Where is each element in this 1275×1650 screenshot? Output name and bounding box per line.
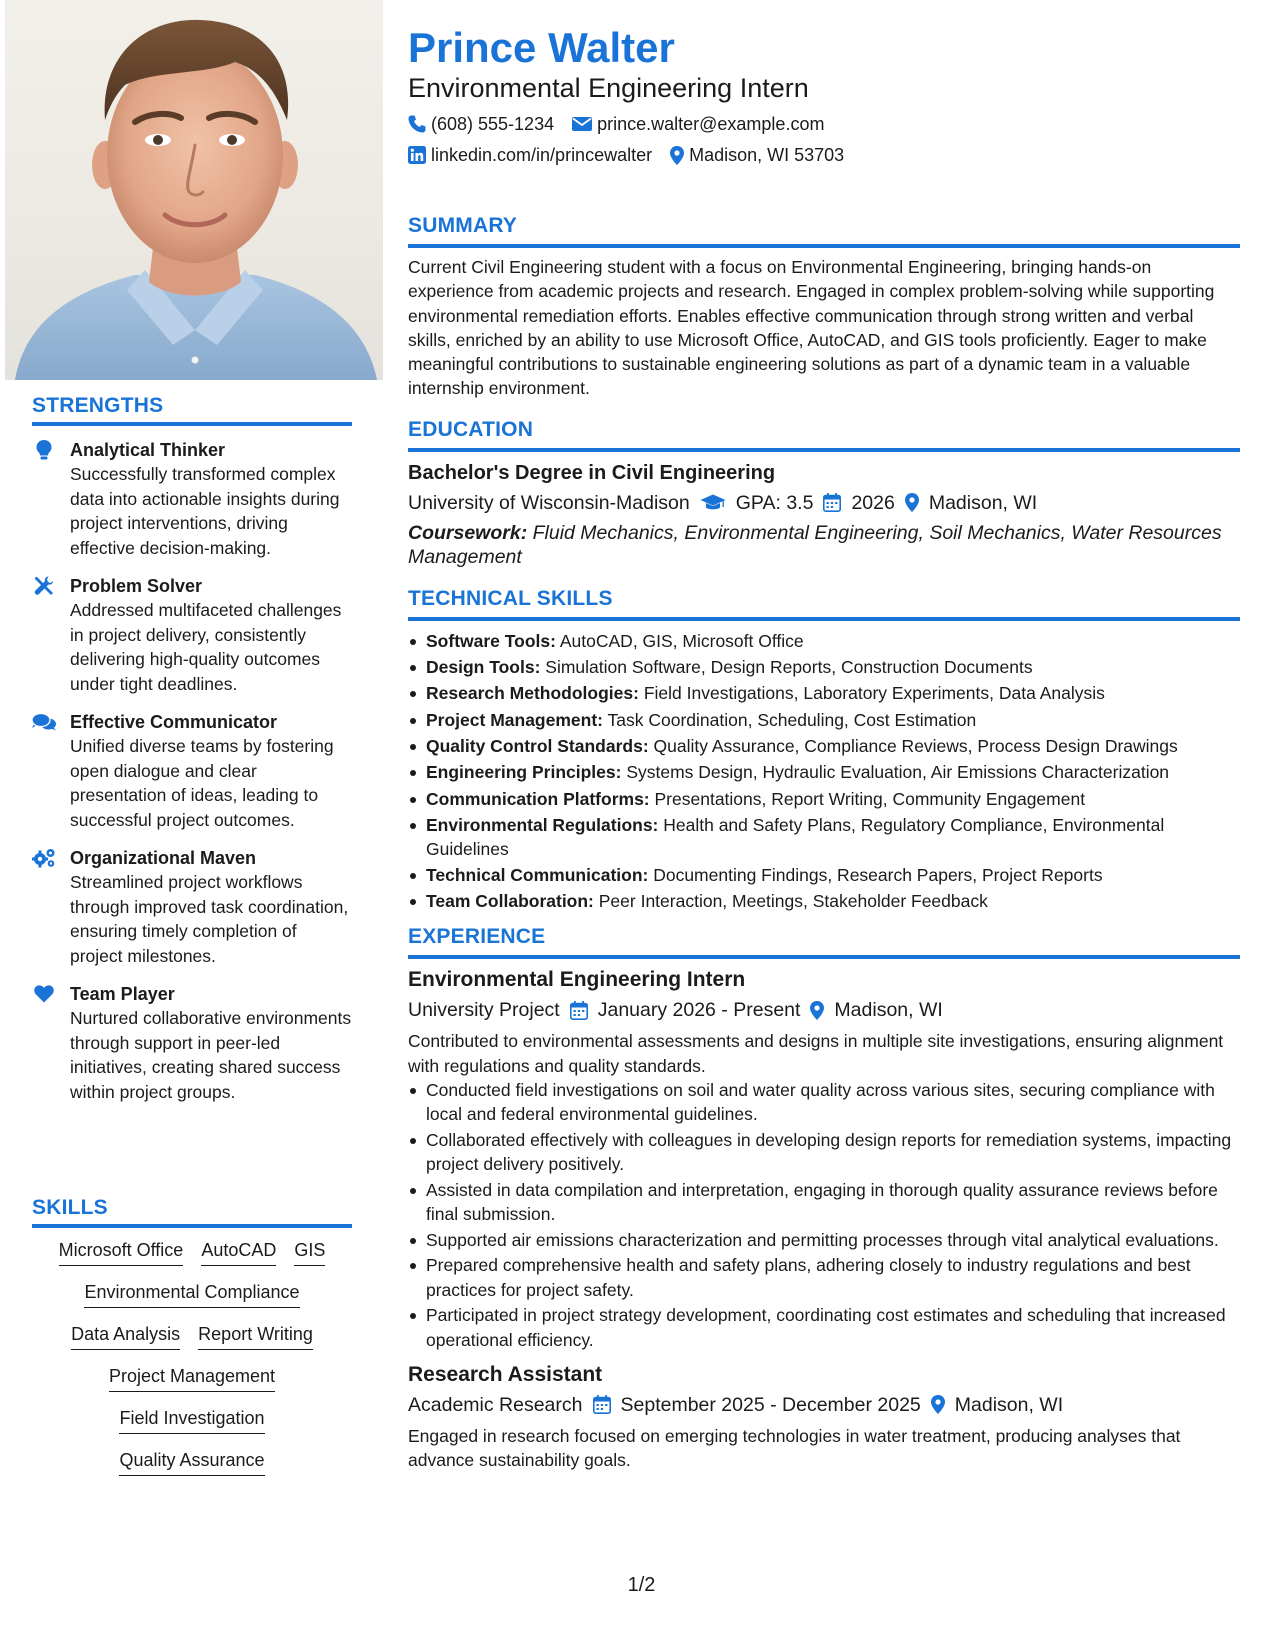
school-location: Madison, WI (928, 491, 1038, 514)
gears-icon (32, 847, 56, 869)
education-rule (408, 448, 1240, 452)
strength-item (32, 846, 352, 968)
skill-values: Systems Design, Hydraulic Evaluation, Air Emissions Characterization (621, 762, 1170, 783)
calendar-icon (593, 1395, 611, 1414)
page-number (0, 1574, 1275, 1597)
strength-item (32, 438, 352, 560)
skill-values: Quality Assurance, Compliance Reviews, Process Design Drawings (648, 735, 1178, 756)
skill-row (32, 1322, 352, 1350)
map-marker-icon (905, 493, 919, 512)
strength-title: Problem Solver (70, 576, 203, 596)
skill-category: Software Tools: (426, 630, 556, 651)
skills-tags (32, 1238, 352, 1476)
list-item: Supported air emissions characterization and permitting processes through vital analytical evaluations. (408, 1228, 1240, 1252)
skill-category: Communication Platforms: (426, 788, 650, 809)
strength-item (32, 982, 352, 1104)
school-name: University of Wisconsin-Madison (408, 491, 690, 514)
location-text: Madison, WI 53703 (689, 145, 845, 165)
page-number-text: 1/2 (627, 1574, 656, 1596)
skill-tag: Microsoft Office (59, 1238, 184, 1266)
contact-row (408, 143, 1240, 167)
phone-contact[interactable] (408, 112, 554, 136)
skill-values: Documenting Findings, Research Papers, Project Reports (648, 865, 1103, 886)
skill-values: Presentations, Report Writing, Community Engagement (649, 788, 1086, 809)
summary-text: Current Civil Engineering student with a focus on Environmental Engineering, bringing hands-on experience from academic projects and research. Engaged in complex problem-solving while supporting environmental remediation efforts. Enables effective communication through strong written and verbal skills, enriched by an ability to use Microsoft Office, AutoCAD, and GIS tools proficiently. Eager to make meaningful contributions to sustainable engineering solutions as part of a dynamic team in a valuable internship environment. (408, 257, 1215, 399)
experience-heading: EXPERIENCE (408, 925, 546, 949)
job-org: Academic Research (408, 1393, 583, 1416)
skills-section (32, 1196, 352, 1476)
skill-tag: Field Investigation (119, 1406, 264, 1434)
envelope-icon (572, 116, 592, 132)
skill-tag: Data Analysis (71, 1322, 180, 1350)
list-item (408, 863, 1240, 887)
strengths-section (32, 394, 352, 1104)
education-section (408, 416, 1240, 569)
strength-title: Effective Communicator (70, 712, 278, 732)
map-marker-icon (931, 1395, 945, 1414)
gpa-text: GPA: 3.5 (735, 491, 814, 514)
skill-values: Peer Interaction, Meetings, Stakeholder Feedback (593, 891, 988, 912)
list-item (408, 708, 1240, 732)
list-item: Collaborated effectively with colleagues in developing design reports for remediation systems, impacting project delivery positively. (408, 1128, 1240, 1177)
skill-values: Health and Safety Plans, Regulatory Compliance, Environmental Guidelines (426, 814, 1165, 859)
candidate-name: Prince Walter (408, 24, 675, 71)
skill-category: Engineering Principles: (426, 762, 622, 783)
phone-icon (408, 115, 426, 133)
phone-text: (608) 555-1234 (431, 114, 555, 134)
contact-row (408, 112, 1240, 136)
strength-title: Team Player (70, 984, 175, 1004)
list-item: Participated in project strategy development, coordinating cost estimates and scheduling that increased operational efficiency. (408, 1303, 1240, 1352)
calendar-icon (823, 493, 841, 512)
linkedin-icon (408, 146, 426, 164)
skill-row (32, 1364, 352, 1392)
job-bullets (408, 1078, 1240, 1352)
calendar-icon (570, 1001, 588, 1020)
skill-tag: Project Management (109, 1364, 275, 1392)
skill-row (32, 1280, 352, 1308)
summary-heading: SUMMARY (408, 214, 518, 237)
map-marker-icon (670, 146, 684, 165)
skill-row (32, 1406, 352, 1434)
coursework-label: Coursework: (408, 521, 528, 544)
skill-category: Design Tools: (426, 657, 541, 678)
strengths-rule (32, 422, 352, 426)
summary-section (408, 212, 1240, 401)
skill-category: Team Collaboration: (426, 891, 594, 912)
coursework-list: Fluid Mechanics, Environmental Engineering, Soil Mechanics, Water Resources Management (408, 521, 1222, 568)
job-org: University Project (408, 999, 560, 1022)
skill-values: Task Coordination, Scheduling, Cost Estimation (602, 709, 977, 730)
strength-item (32, 574, 352, 696)
degree-title: Bachelor's Degree in Civil Engineering (408, 461, 776, 484)
list-item (408, 787, 1240, 811)
skill-tag: AutoCAD (201, 1238, 276, 1266)
job-dates: September 2025 - December 2025 (620, 1393, 921, 1416)
portrait-illustration (5, 0, 383, 380)
strength-title: Analytical Thinker (70, 440, 226, 460)
education-heading: EDUCATION (408, 417, 534, 441)
graduation-year: 2026 (851, 491, 895, 514)
skill-category: Quality Control Standards: (426, 735, 649, 756)
skill-category: Environmental Regulations: (426, 814, 659, 835)
technical-skills-list (408, 629, 1240, 914)
job-location: Madison, WI (954, 1393, 1064, 1416)
job-entry (408, 1362, 1240, 1473)
profile-photo (5, 0, 383, 380)
job-title: Environmental Engineering Intern (408, 73, 809, 103)
technical-skills-section (408, 585, 1240, 914)
location-contact (670, 143, 844, 167)
strengths-heading: STRENGTHS (32, 394, 164, 417)
job-location: Madison, WI (834, 999, 943, 1022)
list-item (408, 734, 1240, 758)
list-item (408, 655, 1240, 679)
list-item (408, 681, 1240, 705)
skill-tag: Quality Assurance (119, 1448, 264, 1476)
email-text: prince.walter@example.com (597, 114, 825, 134)
strength-description: Successfully transformed complex data into actionable insights during project interventions, driving effective decision-making. (70, 464, 340, 558)
list-item (408, 889, 1240, 913)
comments-icon (32, 711, 56, 733)
technical-skills-rule (408, 617, 1240, 621)
technical-skills-heading: TECHNICAL SKILLS (408, 586, 613, 610)
linkedin-contact[interactable] (408, 143, 652, 167)
job-entry-meta (408, 1391, 1240, 1419)
skill-row (32, 1238, 352, 1266)
left-column (0, 0, 383, 1650)
job-description: Contributed to environmental assessments and designs in multiple site investigations, ensuring alignment with regulations and quality standards. (408, 1031, 1224, 1076)
experience-rule (408, 955, 1240, 959)
coursework (408, 521, 1240, 569)
experience-section (408, 923, 1240, 1472)
tools-icon (32, 575, 56, 597)
summary-rule (408, 244, 1240, 248)
list-item (408, 813, 1240, 861)
list-item: Assisted in data compilation and interpretation, engaging in thorough quality assurance reviews before final submission. (408, 1178, 1240, 1227)
strength-title: Organizational Maven (70, 848, 257, 868)
skill-values: Field Investigations, Laboratory Experiments, Data Analysis (638, 683, 1105, 704)
job-description: Engaged in research focused on emerging technologies in water treatment, producing analyses that advance sustainability goals. (408, 1425, 1181, 1471)
list-item: Prepared comprehensive health and safety plans, adhering closely to industry regulations and best practices for project safety. (408, 1253, 1240, 1302)
skill-category: Project Management: (426, 709, 603, 730)
strength-description: Nurtured collaborative environments through support in peer-led initiatives, creating shared success within project groups. (70, 1008, 352, 1102)
education-meta (408, 489, 1240, 517)
skill-tag: Environmental Compliance (84, 1280, 299, 1308)
skill-row (32, 1448, 352, 1476)
list-item (408, 629, 1240, 653)
heart-icon (32, 983, 56, 1005)
list-item: Conducted field investigations on soil and water quality across various sites, securing compliance with local and federal environmental guidelines. (408, 1078, 1240, 1127)
map-marker-icon (810, 1001, 824, 1020)
strength-item (32, 710, 352, 832)
skills-heading: SKILLS (32, 1196, 108, 1219)
skill-values: AutoCAD, GIS, Microsoft Office (555, 630, 804, 651)
skills-rule (32, 1224, 352, 1228)
strength-description: Unified diverse teams by fostering open dialogue and clear presentation of ideas, leading to successful project outcomes. (70, 736, 334, 830)
linkedin-text: linkedin.com/in/princewalter (431, 145, 653, 165)
graduation-cap-icon (700, 494, 726, 512)
list-item (408, 760, 1240, 784)
skill-tag: GIS (294, 1238, 325, 1266)
job-entry-title: Research Assistant (408, 1362, 603, 1386)
skill-category: Technical Communication: (426, 865, 649, 886)
strength-description: Streamlined project workflows through improved task coordination, ensuring timely completion of project milestones. (70, 872, 349, 966)
job-entry-meta (408, 996, 1240, 1024)
strength-description: Addressed multifaceted challenges in project delivery, consistently delivering high-quality outcomes under tight deadlines. (70, 600, 342, 694)
email-contact[interactable] (572, 112, 824, 136)
job-entry-title: Environmental Engineering Intern (408, 968, 746, 992)
lightbulb-icon (32, 439, 56, 461)
right-column (408, 0, 1240, 1472)
job-entry (408, 967, 1240, 1351)
skill-values: Simulation Software, Design Reports, Construction Documents (540, 657, 1033, 678)
job-dates: January 2026 - Present (597, 999, 801, 1022)
skill-category: Research Methodologies: (426, 683, 639, 704)
skill-tag: Report Writing (198, 1322, 313, 1350)
